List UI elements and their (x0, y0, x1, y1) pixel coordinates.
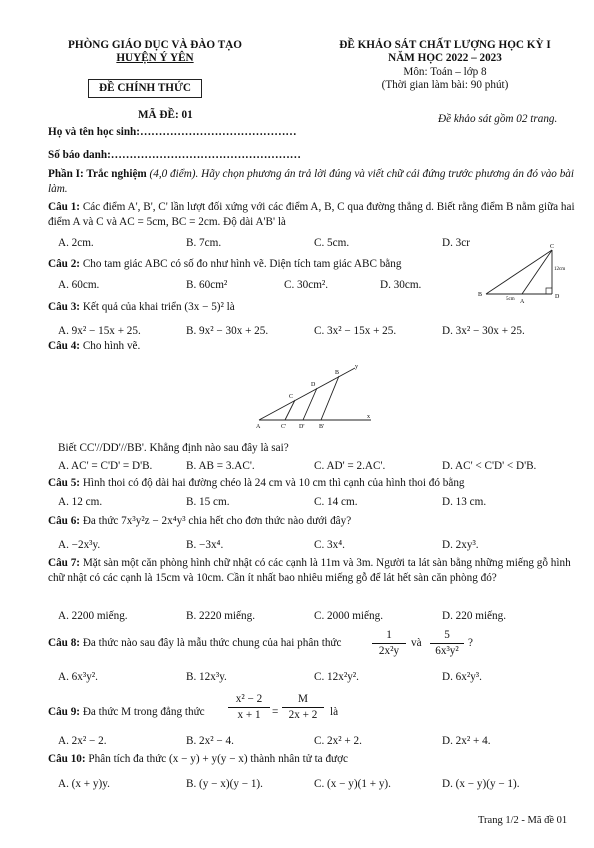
q1-option-a: A. 2cm. (58, 237, 94, 249)
exam-time: (Thời gian làm bài: 90 phút) (381, 79, 509, 91)
subject: Môn: Toán – lớp 8 (403, 66, 487, 78)
triangle-figure (476, 240, 574, 306)
q9-option-c: C. 2x² + 2. (314, 735, 362, 747)
q2-option-b: B. 60cm² (186, 279, 228, 291)
q1-option-b: B. 7cm. (186, 237, 222, 249)
q3-option-c: C. 3x² − 15x + 25. (314, 325, 397, 337)
q8-fraction-1: 1 2x²y (372, 628, 406, 658)
fig2-label-a: A (520, 299, 525, 305)
fig4-label-c: C (289, 394, 294, 400)
q3-option-d: D. 3x² − 30x + 25. (442, 325, 525, 337)
q2-option-c: C. 30cm². (284, 279, 329, 291)
q8-qmark: ? (468, 637, 473, 649)
district-name: HUYỆN Ý YÊN (116, 52, 194, 64)
question-6: Câu 6: Đa thức 7x³y²z − 2x⁴y³ chia hết cho đơn thức nào dưới đây? (48, 515, 352, 527)
fig2-height: 12cm (554, 267, 566, 272)
q6-option-b: B. −3x⁴. (186, 539, 224, 551)
q10-option-a: A. (x + y)y. (58, 778, 110, 790)
department-name: PHÒNG GIÁO DỤC VÀ ĐÀO TẠO (68, 39, 242, 51)
exam-title: ĐỀ KHẢO SÁT CHẤT LƯỢNG HỌC KỲ I (339, 39, 551, 51)
q9-tail: là (330, 706, 339, 718)
q8-fraction-2: 5 6x³y² (430, 628, 464, 658)
q8-and: và (411, 637, 422, 649)
q8-option-a: A. 6x³y². (58, 671, 98, 683)
q8-option-d: D. 6x²y³. (442, 671, 482, 683)
q4-option-a: A. AC' = C'D' = D'B. (58, 460, 153, 472)
question-4: Câu 4: Cho hình vẽ. (48, 340, 141, 352)
q5-option-b: B. 15 cm. (186, 496, 230, 508)
question-2: Câu 2: Cho tam giác ABC có số đo như hình vẽ. Diện tích tam giác ABC bằng (48, 258, 402, 270)
question-10: Câu 10: Phân tích đa thức (x − y) + y(y − x) thành nhân tử ta được (48, 753, 348, 765)
q9-fraction-2: M 2x + 2 (282, 692, 324, 722)
fig2-label-b: B (478, 292, 483, 298)
q4-option-c: C. AD' = 2.AC'. (314, 460, 386, 472)
q9-option-a: A. 2x² − 2. (58, 735, 107, 747)
fig2-base: 5cm (506, 297, 515, 302)
official-badge: ĐỀ CHÍNH THỨC (88, 79, 202, 98)
q10-option-b: B. (y − x)(y − 1). (186, 778, 263, 790)
q4-option-b: B. AB = 3.AC'. (186, 460, 255, 472)
q10-option-c: C. (x − y)(1 + y). (314, 778, 391, 790)
q8-option-b: B. 12x³y. (186, 671, 227, 683)
school-year: NĂM HỌC 2022 – 2023 (388, 52, 502, 64)
q9-option-d: D. 2x² + 4. (442, 735, 491, 747)
q9-fraction-1: x² − 2 x + 1 (228, 692, 270, 722)
fig4-label-c1: C' (281, 424, 287, 430)
fig2-label-d: D (555, 294, 560, 300)
q3-option-b: B. 9x² − 30x + 25. (186, 325, 269, 337)
q2-option-a: A. 60cm. (58, 279, 100, 291)
q1-option-c: C. 5cm. (314, 237, 350, 249)
q3-option-a: A. 9x² − 15x + 25. (58, 325, 141, 337)
q1-option-d: D. 3cr (442, 237, 470, 249)
q8-option-c: C. 12x²y². (314, 671, 359, 683)
q7-option-b: B. 2220 miếng. (186, 610, 255, 622)
student-id-line: Số báo danh:…………………………………………… (48, 149, 301, 161)
q10-option-d: D. (x − y)(y − 1). (442, 778, 520, 790)
q4-option-d: D. AC' < C'D' < D'B. (442, 460, 537, 472)
q9-option-b: B. 2x² − 4. (186, 735, 234, 747)
question-8: Câu 8: Đa thức nào sau đây là mẫu thức chung của hai phân thức (48, 637, 342, 649)
question-3: Câu 3: Kết quả của khai triển (3x − 5)² là (48, 301, 235, 313)
q6-option-a: A. −2x³y. (58, 539, 101, 551)
fig4-label-b1: B' (319, 424, 325, 430)
exam-code: MÃ ĐỀ: 01 (138, 109, 193, 121)
q7-option-d: D. 220 miếng. (442, 610, 507, 622)
question-1: Câu 1: Các điểm A', B', C' lần lượt đối xứng với các điểm A, B, C qua đường thẳng d. Biết rằng điểm B nằm giữa hai điểm A và C và AC = 5cm, BC = 2cm. Độ dài A'B' là (48, 201, 575, 228)
page-footer: Trang 1/2 - Mã đề 01 (478, 815, 568, 826)
question-9: Câu 9: Đa thức M trong đẳng thức (48, 706, 205, 718)
fig4-label-x: x (367, 414, 370, 420)
q5-option-a: A. 12 cm. (58, 496, 103, 508)
q6-option-c: C. 3x⁴. (314, 539, 345, 551)
q7-option-a: A. 2200 miếng. (58, 610, 128, 622)
q2-option-d: D. 30cm. (380, 279, 422, 291)
q9-equals: = (272, 706, 279, 718)
fig4-label-d: D (311, 382, 316, 388)
pages-note: Đề khảo sát gồm 02 trang. (438, 113, 558, 125)
fig4-label-b: B (335, 370, 340, 376)
fig2-label-c: C (550, 244, 555, 250)
question-7: Câu 7: Mặt sàn một căn phòng hình chữ nhật có các cạnh là 11m và 3m. Người ta lát sàn bằng những miếng gỗ hình chữ nhật có các cạnh là 15cm và 10cm. Cần ít nhất bao nhiêu miếng gỗ để lát hết sàn căn phòng đó? (48, 557, 571, 584)
question-4-statement: Biết CC'//DD'//BB'. Khẳng định nào sau đây là sai? (58, 442, 289, 454)
part1-heading: Phần I: Trắc nghiệm (4,0 điểm). Hãy chọn phương án trả lời đúng và viết chữ cái đứng trước phương án đó vào bài làm. (48, 168, 574, 195)
student-name-line: Họ và tên học sinh:…………………………………… (48, 126, 297, 138)
fig4-label-a: A (256, 424, 261, 430)
q5-option-d: D. 13 cm. (442, 496, 487, 508)
fig4-label-y: y (355, 364, 358, 370)
parallel-lines-figure (255, 360, 375, 432)
q5-option-c: C. 14 cm. (314, 496, 358, 508)
q6-option-d: D. 2xy³. (442, 539, 479, 551)
question-5: Câu 5: Hình thoi có độ dài hai đường chéo là 24 cm và 10 cm thì cạnh của hình thoi đó bằng (48, 477, 465, 489)
fig4-label-d1: D' (299, 424, 305, 430)
q7-option-c: C. 2000 miếng. (314, 610, 383, 622)
